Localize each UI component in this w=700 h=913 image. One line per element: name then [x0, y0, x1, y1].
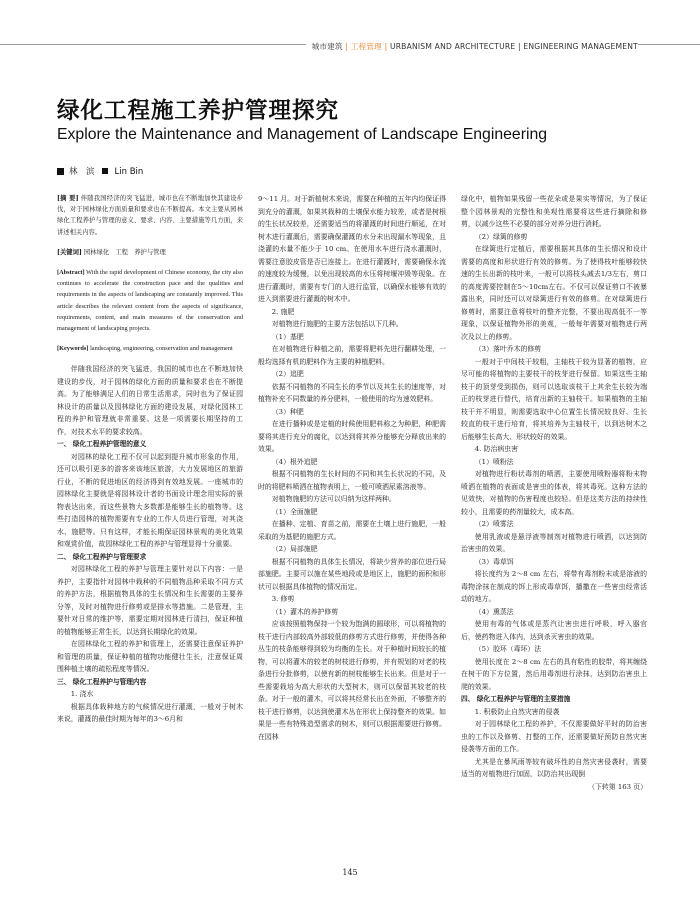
paragraph: 对园林的绿化工程不仅可以起到提升城市形象的作用，还可以吸引更多的游客来该地区旅游，大力发展地区的旅游行业，不断的促进地区的经济得到有效地发展。一座城市的园林绿化主要就是将园林设计者的书面设计理念用实际的景物表达出来，而这些景物大多数都是能够生长的植物等。这些打造园林的植物需要有专业的工作人员进行管理，对其浇水、施肥等。只有这样，才能长期保证园林景观的美化效果和观赏价值，故园林绿化工程的养护与管理显得十分重要。	[57, 452, 243, 549]
paragraph: （3）种肥	[271, 407, 304, 416]
paragraph: （4）根外追肥	[271, 457, 318, 466]
author-name-zh: 林 滨	[69, 167, 95, 177]
paragraph: 对植物施肥的方法可以归纳为这样两种。	[271, 495, 396, 503]
section-heading: 四、 绿化工程养护与管理的主要措施	[461, 695, 571, 703]
paragraph: （5）胶环（毒环）法	[474, 645, 542, 653]
journal-name-zh: 城市建筑	[311, 42, 343, 51]
paragraph: 依据不同植物的不同生长的季节以及其生长的速度等，对植物补充不同数量的养分肥料，一般使用的均为速效肥料。	[258, 382, 446, 403]
author-name-en: Lin Bin	[114, 167, 144, 177]
article-title-zh: 绿化工程施工养护管理探究	[57, 98, 340, 124]
paragraph: 在绿篱进行定植后，需要根据其具体的生长情况和设计需要的高度和形状进行有效的修剪。为了使得枝叶能够较快速的生长出新的枝叶来，一般可以将枝头减去1/3左右，剪口的高度需要控制在5～10cm左右。不仅可以保证剪口不被暴露出来，同时还可以对绿篱进行有效的修剪。在对绿篱进行修剪时，需要注意将枝叶的整齐完整，不要出现高低不一等现象，以保证植物外形的美观，一般每年需要对植物进行两次及以上的修剪。	[461, 245, 647, 341]
paragraph: 使用乳液或是悬浮液等制剂对植物进行喷洒，以达到防治害虫的效果。	[461, 532, 647, 553]
paragraph: （3）毒草饵	[474, 557, 514, 566]
section-heading: 二、 绿化工程养护与管理要求	[57, 552, 147, 561]
paragraph: 对植物进行粉状毒剂的喷洒，主要使用喷粉器将粉末物喷洒在植物的表面或是害虫的体表，将其毒死。这种方法的见效快，对植物的伤害程度也较轻。但是这类方法的持续性较小，且需要的药剂量较大，成本高。	[461, 470, 647, 516]
paragraph: 一般对于中间枝干较粗，主轴枝干较为显著的植物，应尽可能的将植物的主要枝干的枝芽进行保留。如果这些主轴枝干的顶芽受到损伤，则可以选取该枝干上其余生长较为端正的枝芽进行替代，培育出新的主轴枝干。如果植物的主轴枝干并不明显，则需要选取中心位置生长情况较良好、生长较直的枝干进行培育，将其培养为主轴枝干，以到达树木之后能够生长高大、形状较好的效果。	[461, 357, 647, 441]
paragraph: 根据不同植物的生长时间的不同和其生长状况的不同，及时的将肥料喷洒在植物表明上，一般可喷洒尿素溶液等。	[258, 470, 446, 491]
section-name-zh: 工程管理	[350, 42, 382, 51]
paragraph: 9～11 月。对于新植树木来说，需要在种植的五年内均保证得到充分的灌溉，如果其栽种的土壤保水能力较差，或者是树根的生长状况较差，还需要适当的将灌溉的时间进行顺延，在对树木进行灌溉后，需要确保灌溉的水分未出现漏水等现象，且浇灌的水量不能少于 10 cm。在使用水车进行浇水灌溉时，需要注意胶皮管是否已连接上。在进行灌溉时，需要确保水流的速度较为缓慢，以免出现较高的水压将树堰冲毁等现象。在进行灌溉时，需要有专门的人进行监管，以确保水能够有效的进入到需要进行灌溉的树木中。	[258, 195, 446, 303]
article-metadata	[57, 193, 243, 354]
abstract-zh: [摘 要] 伴随我国经济的突飞猛进，城市也在不断地加快其建设步伐，对于园林绿化方面质量和要求也在不断提高。本文主要从园林绿化工程养护与管理的意义、要求、内容、主要措施等几方面，来讲述相关内容。	[57, 195, 243, 236]
paragraph: （2）喷雾法	[474, 520, 514, 528]
body-text-col2	[258, 193, 446, 743]
paragraph: 使用长度在 2～8 cm 左右的具有粘性的胶带，将其缠绕在树干的下方位置，然后用毒剂进行涂抹，达到防治害虫上爬的效果。	[461, 657, 647, 691]
paragraph: 应该按照植物保持一个较为饱满的圆球形，可以将植物的枝干进行内部较高外部较低的修剪方式进行修剪，并使得各种丛生的枝条能够得到较为均衡的生长。对于种植时间较长的植物，可以将灌木的较老的树枝进行修剪，并有规划的对老的枝条进行分批修剪，以使有新的树枝能够生长出来。但是对于一些需要栽培为高大形状的大型树木，则可以保留其较老的枝条。对于一般的灌木，可以将其经常长出在外面，不够整齐的枝干进行修剪，以达到使灌木丛在形状上保持整齐的效果。如果是一些有特殊造型需求的树木，则可以根据需要进行修剪。在园林	[258, 620, 446, 741]
paragraph: 1. 浇水	[70, 690, 94, 699]
paragraph: 在对植物进行种植之前，需要将肥料先进行翻耕处理，一般均选择有机的肥料作为主要的种植肥料。	[258, 345, 446, 366]
paragraph: （4）熏蒸法	[474, 607, 514, 616]
paragraph: （3）落叶乔木的修剪	[474, 345, 542, 353]
paragraph: 伴随我国经济的突飞猛进，我国的城市也在不断地加快建设的步伐，对于园林的绿化方面的质量和要求也在不断提高。为了能够满足人们的日常生活需求，同时也为了保证园林设计的质量以及园林绿化方面的建设发展，对绿化园林工程的养护和管理就非常重要。这是一项需要长期坚持的工作，对技术水平的要求较高。	[57, 365, 243, 436]
continued-note: （下转第 163 页）	[588, 782, 647, 791]
paragraph: （2）绿篱的修剪	[474, 232, 528, 241]
paragraph: 在进行播种或是定植的时候使用肥料称之为种肥，种肥需要将其进行充分的腐化，以达到将其养分能够充分释放出来的效果。	[258, 420, 446, 453]
paragraph: （1）灌木的养护修剪	[271, 607, 339, 616]
paragraph: 对植物进行施肥的主要方法包括以下几种。	[271, 320, 403, 328]
bullet-square-icon	[57, 168, 64, 175]
paragraph: 3. 修剪	[271, 595, 295, 603]
paragraph: （2）追肥	[271, 370, 304, 378]
abstract-en: [Abstract] With the rapid development of Chinese economy, the city also continues to accelerate the construction pace and the qualities and requirements in the aspects of landscaping are constantly improved. This article describes the relevant content from the aspects of significance, requirements, content, and main measures of the conservation and management of landscaping projects.	[57, 269, 243, 333]
paragraph: 尤其是在暴风雨等较有破坏性的自然灾害侵袭时，需要适当的对植物进行加固，以防治其出现倒	[461, 757, 647, 778]
paragraph: 将长度约为 2～8 cm 左右，将带有毒剂粉末或是溶液的毒物涂抹在制成的饵上形成毒草饵，播撒在一些害虫经常活动的地方。	[461, 570, 647, 603]
paragraph: （1）全面施肥	[271, 507, 318, 516]
paragraph: 在园林绿化工程的养护和管理上，还需要注意保证养护和管理的质量，保证种植的植物功能健壮生长，注意保证周围种植土壤的疏松程度等情况。	[57, 640, 243, 674]
paragraph: 2. 施肥	[271, 307, 295, 316]
paragraph: 4. 防治病虫害	[474, 445, 519, 453]
paragraph: （2）局部施肥	[271, 545, 318, 553]
section-heading: 三、 绿化工程养护与管理内容	[57, 677, 147, 686]
author-line	[57, 165, 143, 177]
bullet-square-icon	[102, 168, 108, 174]
paragraph: 对于园林绿化工程的养护，不仅需要做好平时的防治害虫的工作以及修剪、打整的工作，还需要做好预防自然灾害侵袭等方面的工作。	[461, 720, 647, 753]
paragraph: 绿化中，植物如果残留一些花朵或是果实等情况，为了保证整个园林景观的完整性和美观性需要将这些进行摘除和修剪，以减少这些不必要的部分对养分进行消耗。	[461, 195, 647, 228]
keywords-zh: [关键词] 园林绿化 工程 养护与管理	[57, 248, 166, 256]
paragraph: （1）喷粉法	[474, 457, 514, 466]
paragraph: 根据不同植物的具体生长情况，将缺少营养的部位进行局部施肥。主要可以施在某些地段或是地区上，施肥的面积和形状可以根据具体植物的情况而定。	[258, 557, 446, 591]
journal-name-en: URBANISM AND ARCHITECTURE	[389, 42, 516, 51]
paragraph: 在播种、定植、育苗之前，需要在土壤上进行施肥，一般采取的为基肥的施肥方式。	[258, 520, 446, 541]
paragraph: 根据具体栽种地方的气候情况进行灌溉，一般对于树木来说，灌溉的最佳时期为每年的3～6月和	[57, 702, 243, 724]
running-header: 城市建筑 | 工程管理 | URBANISM AND ARCHITECTURE | ENGINEERING MANAGEMENT	[306, 41, 638, 52]
section-name-en: ENGINEERING MANAGEMENT	[523, 42, 638, 51]
body-text-col3	[461, 193, 647, 793]
body-text-col1	[57, 363, 243, 726]
paragraph: 1. 积极防止自然灾害的侵袭	[474, 707, 560, 716]
section-heading: 一、 绿化工程养护管理的意义	[57, 440, 147, 449]
paragraph: （1）基肥	[271, 332, 304, 341]
paragraph: 使用有毒的气体或是蒸汽让害虫进行呼吸，呼入器官后，使药物进入体内，达到杀灭害虫的效果。	[461, 620, 647, 641]
column-1	[57, 193, 243, 726]
article-title-en: Explore the Maintenance and Management of Landscape Engineering	[57, 126, 548, 143]
keywords-en: [Keywords] landscaping, engineering, conservation and management	[57, 345, 233, 353]
paragraph: 对园林绿化工程的养护与管理主要针对以下内容：一是养护，主要指针对园林中栽种的不同植物品种采取不同方式的养护方法，根据植物具体的生长情况和生长需要的主要养分等，及时对植物进行修剪或是排水等措施。二是管理，主要针对日常的维护等，需要定期对园林进行清扫，保证种植的植物能够正常生长，以达到长期绿化的效果。	[57, 565, 243, 636]
page-number: 145	[342, 868, 358, 877]
